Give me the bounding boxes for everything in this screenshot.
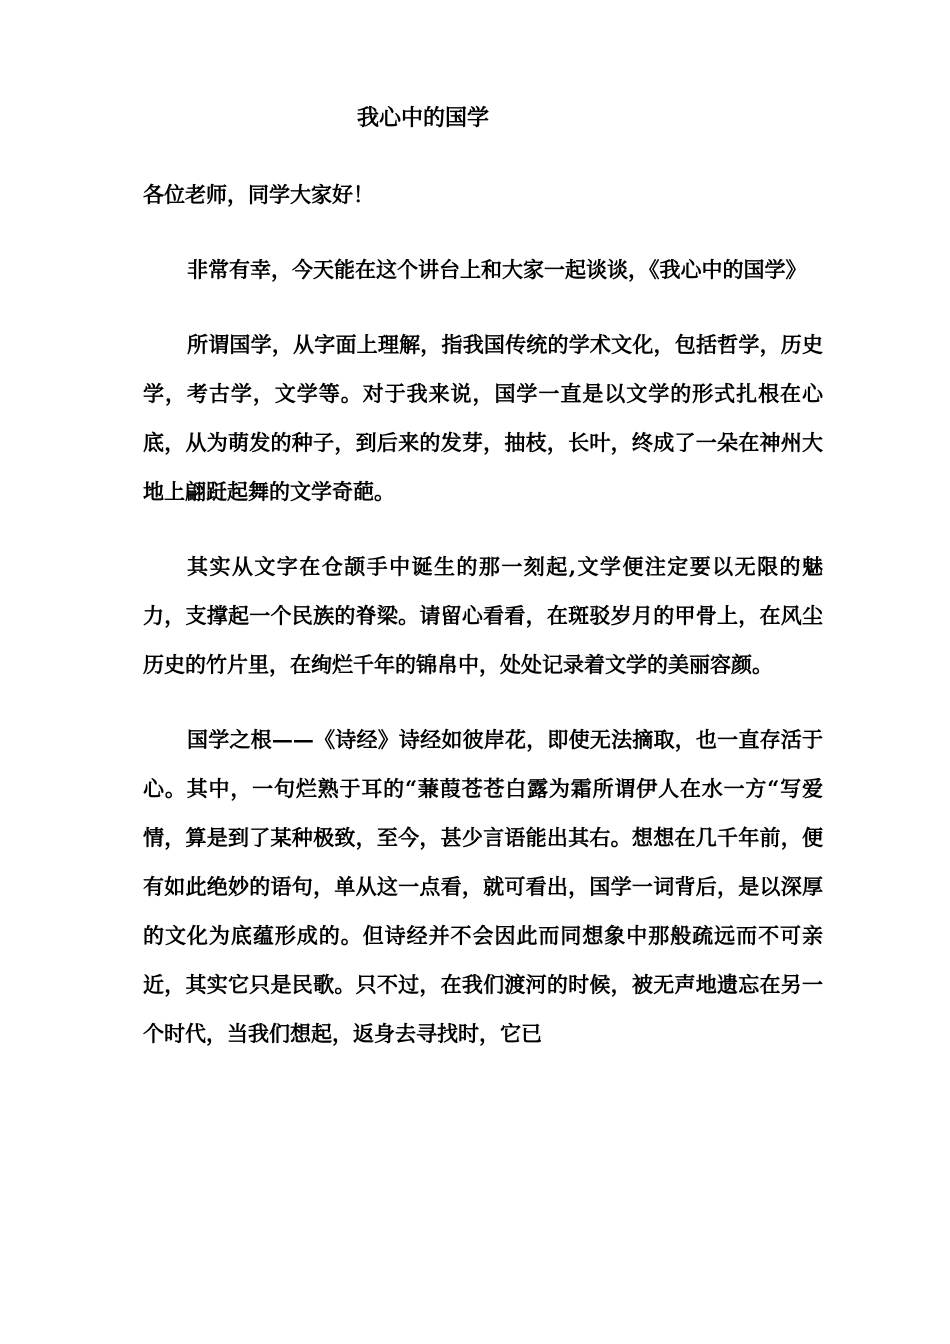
paragraph-shijing: 国学之根——《诗经》诗经如彼岸花，即使无法摘取，也一直存活于心。其中，一句烂熟于耳的“蒹葭苍苍白露为霜所谓伊人在水一方“写爱情，算是到了某种极致，至今，甚少言语能出其右。想想在几千年前，便有如此绝妙的语句，单从这一点看，就可看出，国学一词背后，是以深厚的文化为底蕴形成的。但诗经并不会因此而同想象中那般疏远而不可亲近，其实它只是民歌。只不过，在我们渡河的时候，被无声地遗忘在另一个时代，当我们想起，返身去寻找时，它已 (143, 727, 823, 1046)
paragraph-intro: 非常有幸，今天能在这个讲台上和大家一起谈谈，《我心中的国学》 (187, 257, 807, 282)
page-title: 我心中的国学 (356, 105, 489, 131)
paragraph-origin: 其实从文字在仓颉手中诞生的那一刻起,文学便注定要以无限的魅力，支撑起一个民族的脊梁。请留心看看，在斑驳岁月的甲骨上，在风尘历史的竹片里，在绚烂千年的锦帛中，处处记录着文学的美丽容颜。 (143, 554, 823, 677)
paragraph-definition: 所谓国学，从字面上理解，指我国传统的学术文化，包括哲学，历史学，考古学，文学等。对于我来说，国学一直是以文学的形式扎根在心底，从为萌发的种子，到后来的发芽，抽枝，长叶，终成了一朵在神州大地上翩跹起舞的文学奇葩。 (143, 332, 823, 504)
greeting-line: 各位老师，同学大家好！ (143, 182, 374, 207)
document-body (143, 170, 823, 1084)
